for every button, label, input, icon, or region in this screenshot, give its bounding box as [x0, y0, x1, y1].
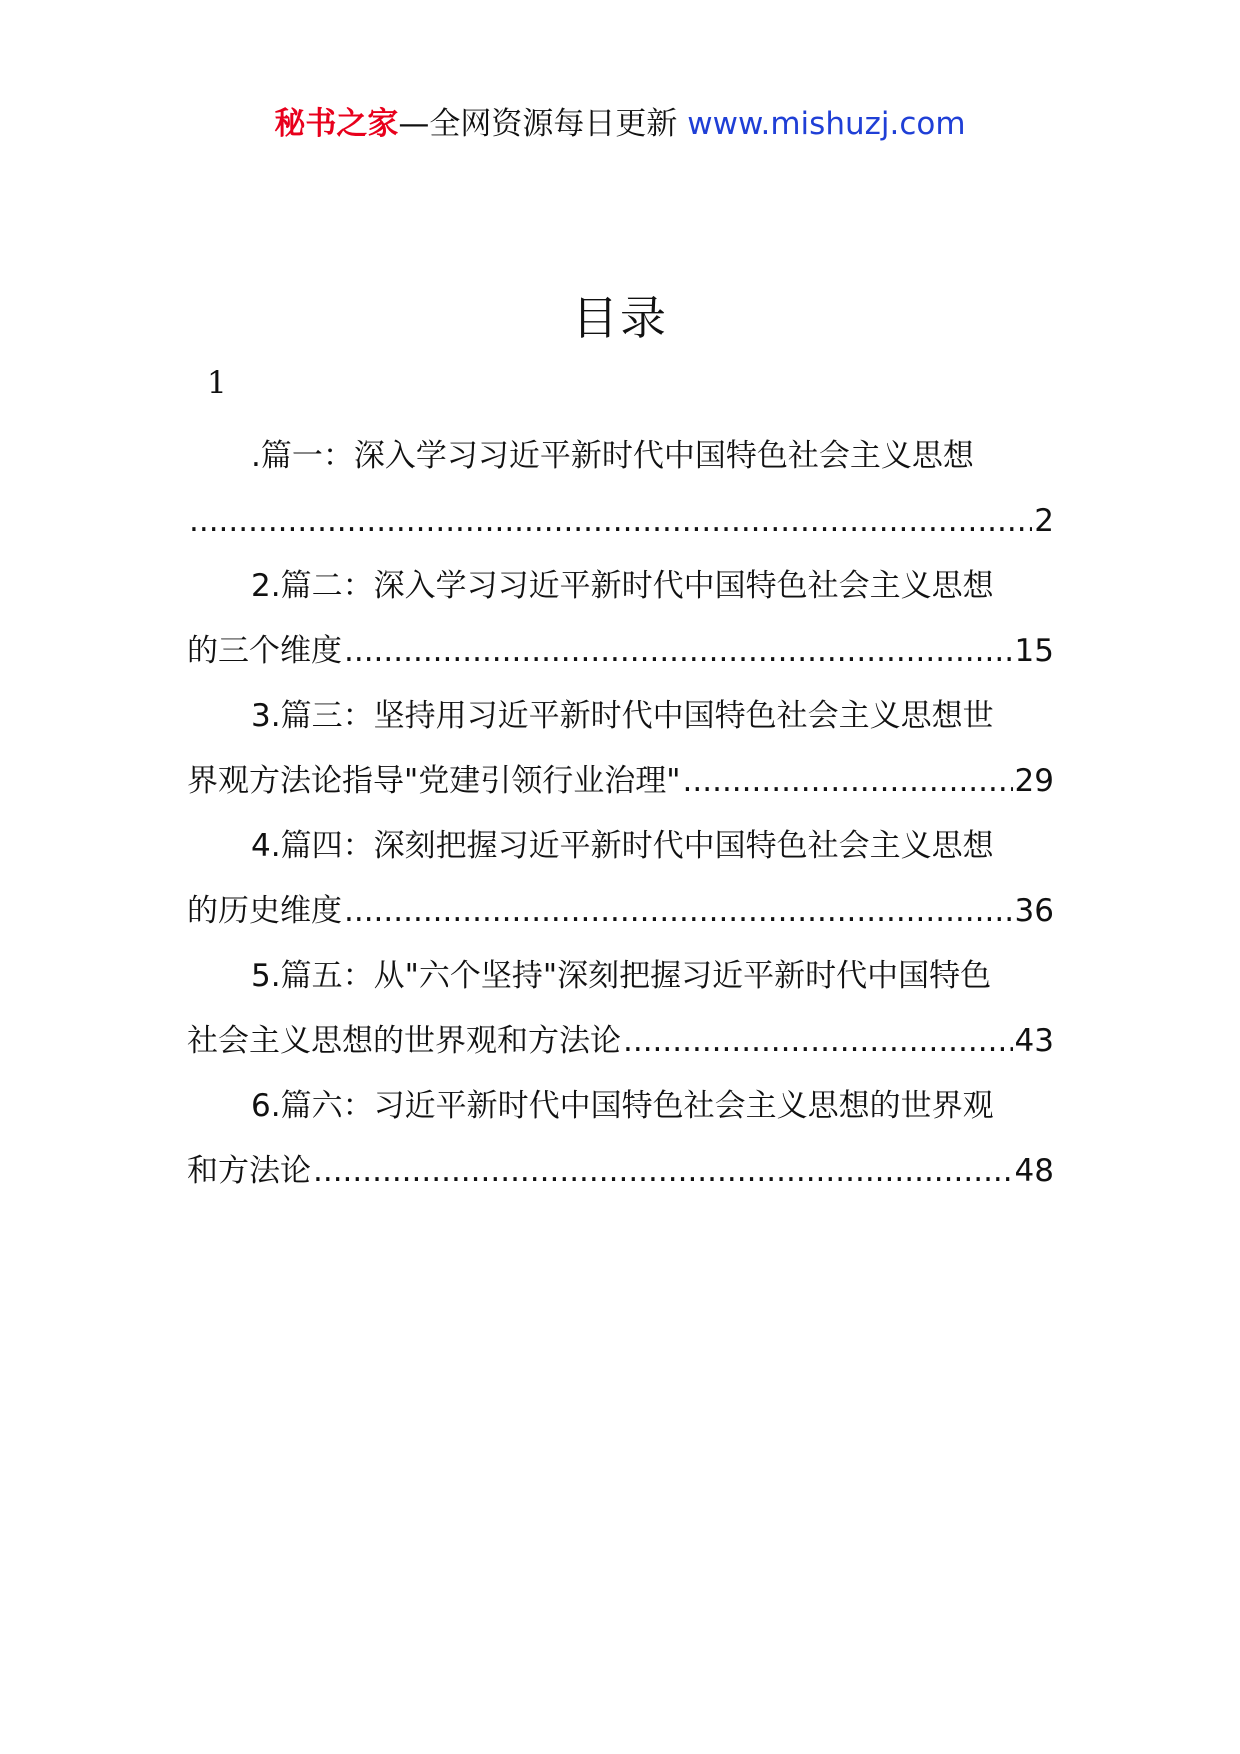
toc-entry-line: [187, 879, 1054, 944]
page-marker: 1: [207, 365, 227, 401]
toc-entry-title: 2.篇二：深入学习习近平新时代中国特色社会主义思想: [251, 568, 994, 604]
dot-leader: [683, 749, 1013, 814]
site-url-link[interactable]: www.mishuzj.com: [687, 106, 966, 142]
toc-entry-4[interactable]: [187, 814, 1054, 944]
toc-entry-page: 43: [1014, 1023, 1054, 1059]
toc-entry-continuation: 的三个维度: [187, 633, 342, 669]
toc-entry-continuation: 界观方法论指导"党建引领行业治理": [187, 763, 681, 799]
dot-leader: [313, 1139, 1013, 1204]
header-tagline: —全网资源每日更新: [398, 106, 678, 142]
toc-entry-continuation: 和方法论: [187, 1153, 311, 1189]
toc-entry-page: 48: [1014, 1153, 1054, 1189]
toc-entry-title: .篇一：深入学习习近平新时代中国特色社会主义思想: [251, 438, 974, 474]
toc-entry-line: [187, 619, 1054, 684]
page-title: 目录: [572, 291, 668, 345]
toc-entry-line: [187, 1139, 1054, 1204]
table-of-contents: [187, 424, 1054, 1204]
toc-entry-line: [187, 1009, 1054, 1074]
toc-entry-5[interactable]: [187, 944, 1054, 1074]
toc-entry-3[interactable]: [187, 684, 1054, 814]
toc-entry-2[interactable]: [187, 554, 1054, 684]
dot-leader: [344, 879, 1013, 944]
dot-leader: [623, 1009, 1013, 1074]
toc-entry-line: [187, 749, 1054, 814]
brand-name: 秘书之家: [274, 106, 399, 142]
toc-entry-continuation: 的历史维度: [187, 893, 342, 929]
site-header: [0, 100, 1240, 148]
toc-entry-6[interactable]: [187, 1074, 1054, 1204]
dot-leader: [189, 489, 1032, 554]
toc-entry-page: 2: [1034, 503, 1054, 539]
toc-entry-title: 6.篇六：习近平新时代中国特色社会主义思想的世界观: [251, 1088, 994, 1124]
dot-leader: [344, 619, 1013, 684]
toc-entry-1[interactable]: [187, 424, 1054, 554]
toc-entry-title: 4.篇四：深刻把握习近平新时代中国特色社会主义思想: [251, 828, 994, 864]
toc-entry-continuation: 社会主义思想的世界观和方法论: [187, 1023, 621, 1059]
toc-entry-page: 36: [1014, 893, 1054, 929]
toc-entry-title: 3.篇三：坚持用习近平新时代中国特色社会主义思想世: [251, 698, 994, 734]
toc-entry-line: [187, 489, 1054, 554]
toc-entry-page: 15: [1014, 633, 1054, 669]
toc-entry-title: 5.篇五：从"六个坚持"深刻把握习近平新时代中国特色: [251, 958, 992, 994]
toc-entry-page: 29: [1014, 763, 1054, 799]
